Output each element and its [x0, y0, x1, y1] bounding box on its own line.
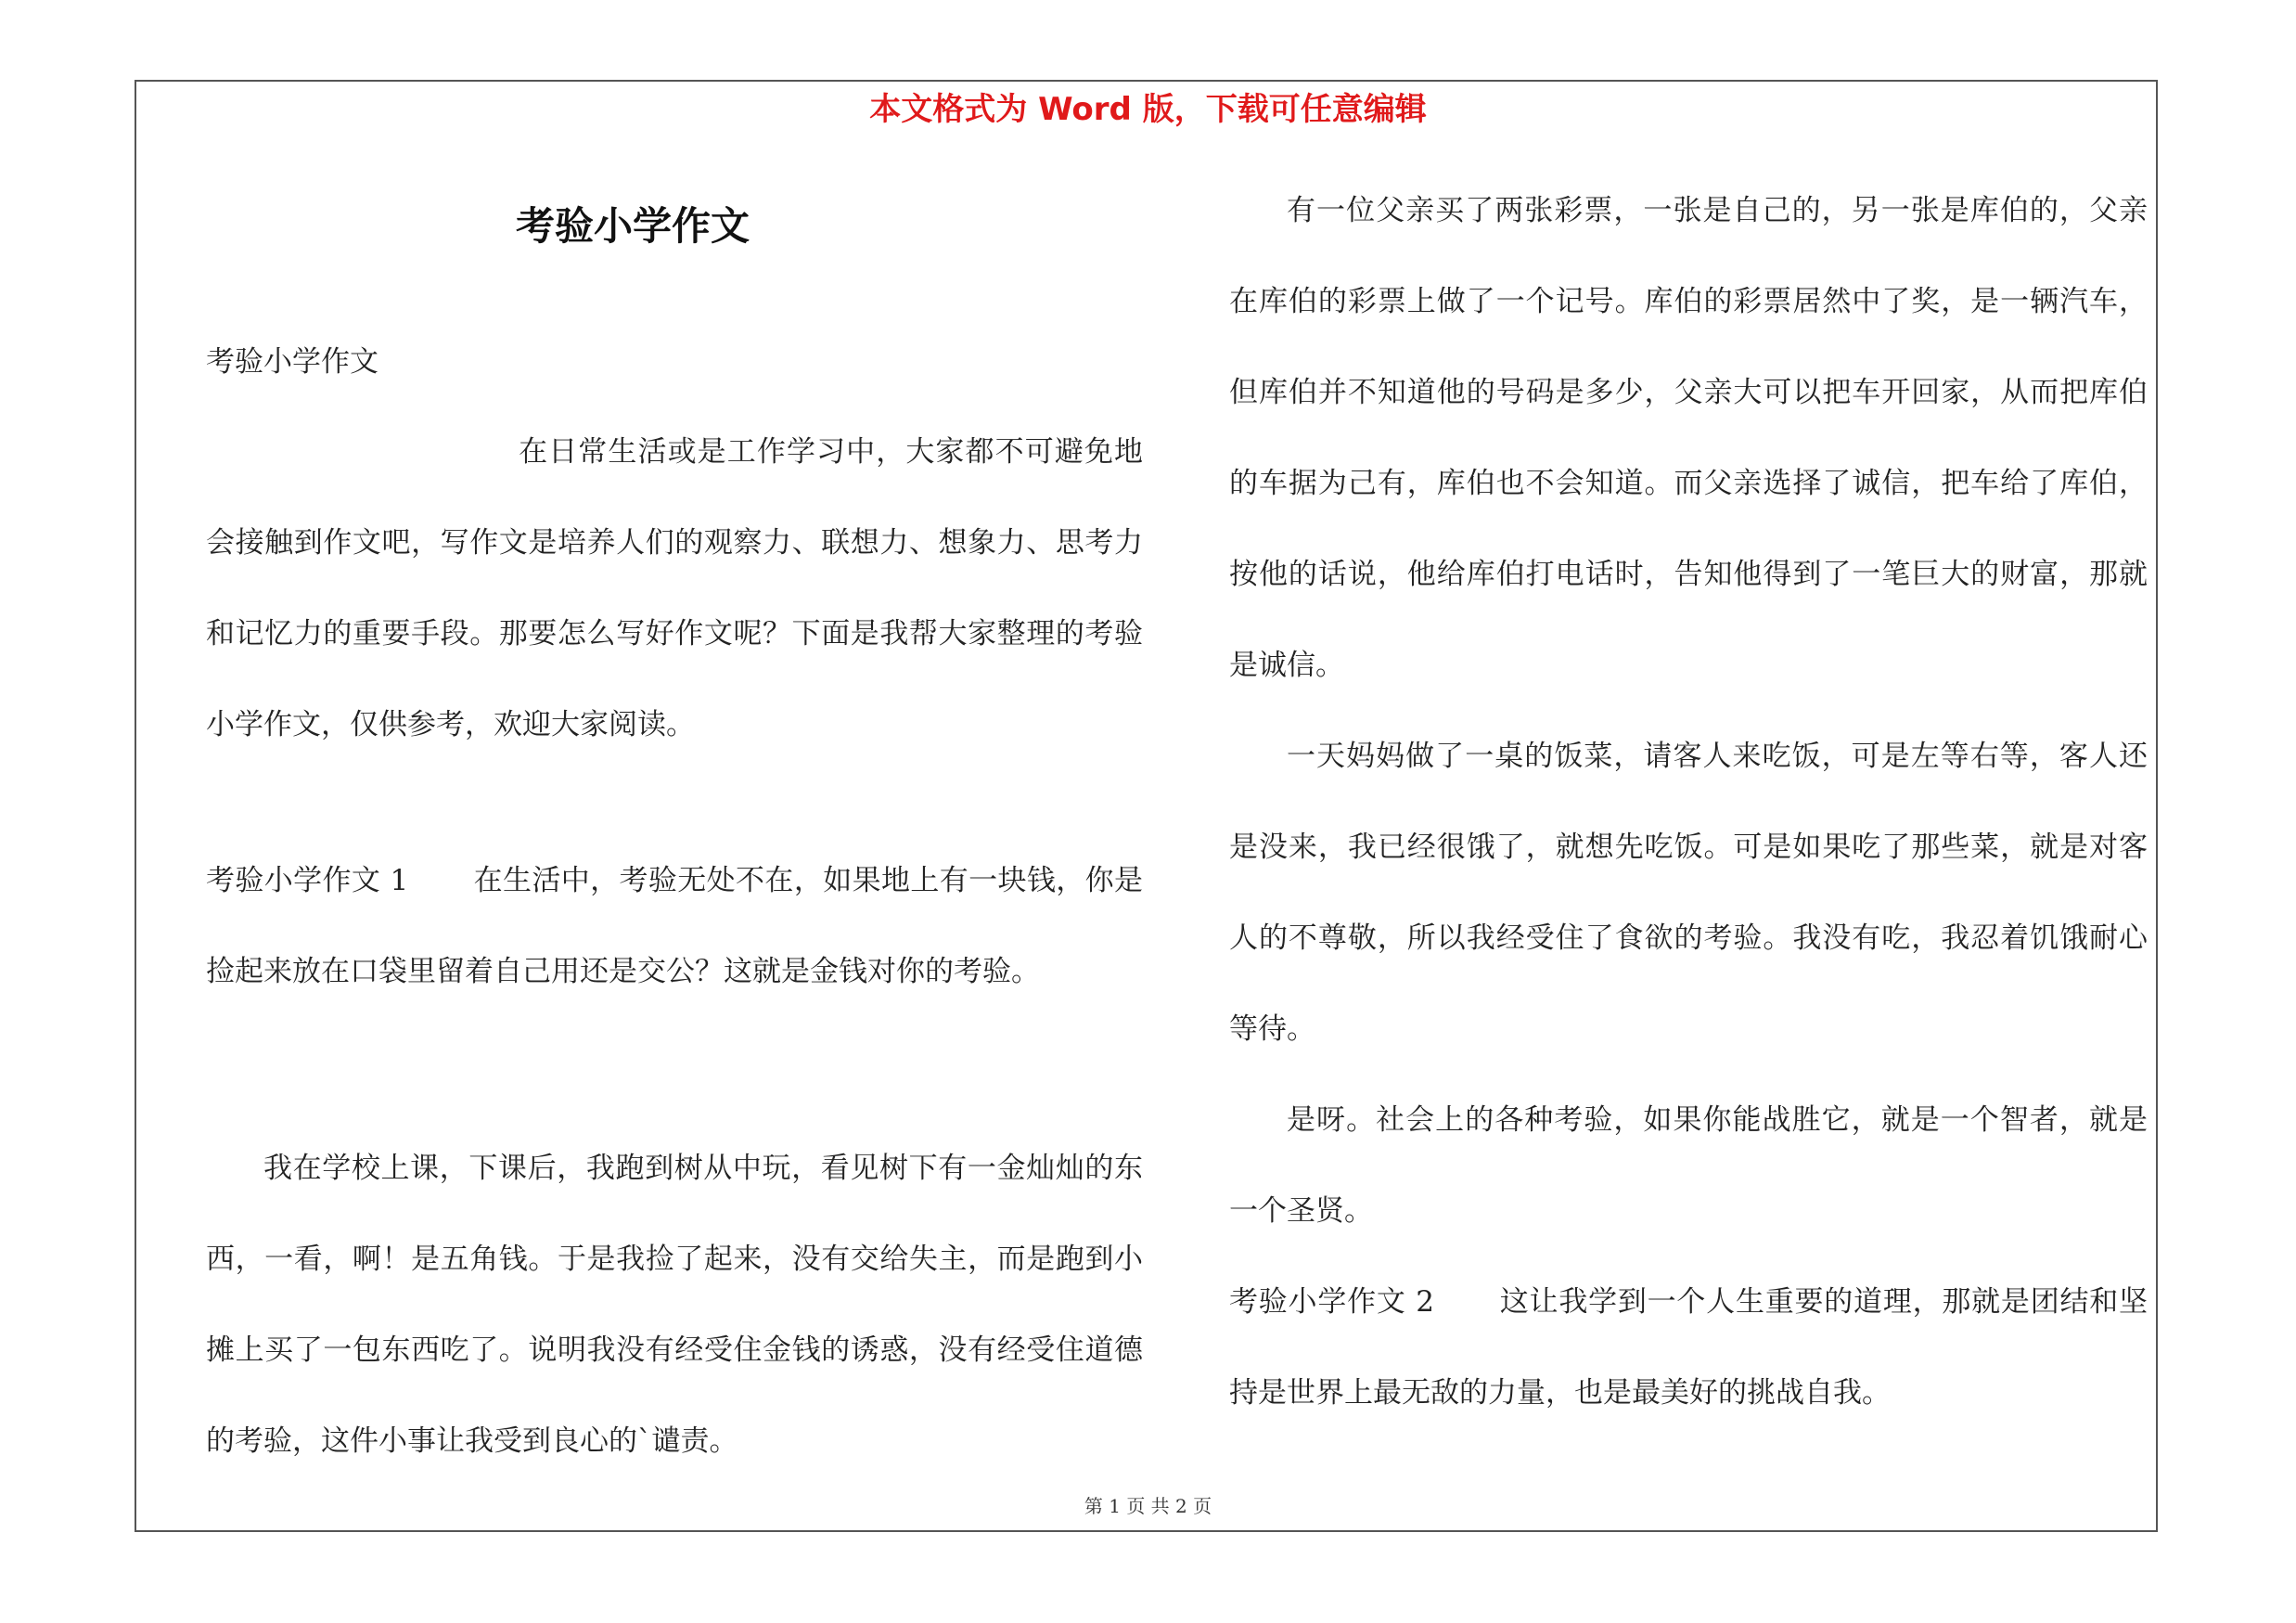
essay1-heading: 考验小学作文 1	[206, 864, 409, 897]
right-paragraph-1: 有一位父亲买了两张彩票，一张是自己的，另一张是库伯的，父亲在库伯的彩票上做了一个记号。库伯的彩票居然中了奖，是一辆汽车，但库伯并不知道他的号码是多少，父亲大可以把车开回家，从而把库伯的车据为己有，库伯也不会知道。而父亲选择了诚信，把车给了库伯，按他的话说，他给库伯打电话时，告知他得到了一笔巨大的财富，那就是诚信。	[1229, 194, 2148, 682]
essay1-body: 在生活中，考验无处不在，如果地上有一块钱，你是捡起来放在口袋里留着自己用还是交公？这就是金钱对你的考验。	[206, 864, 1144, 988]
intro-paragraph	[206, 406, 1143, 770]
essay2-heading: 考验小学作文 2	[1229, 1285, 1434, 1319]
word-format-banner: 本文格式为 Word 版，下载可任意编辑	[869, 91, 1427, 128]
intro-rest: 地会接触到作文吧，写作文是培养人们的观察力、联想力、想象力、思考力和记忆力的重要手段。那要怎么写好作文呢？下面是我帮大家整理的考验小学作文，仅供参考，欢迎大家阅读。	[206, 435, 1143, 741]
right-paragraph-2: 一天妈妈做了一桌的饭菜，请客人来吃饭，可是左等右等，客人还是没来，我已经很饿了，就想先吃饭。可是如果吃了那些菜，就是对客人的不尊敬，所以我经受住了食欲的考验。我没有吃，我忍着饥饿耐心等待。	[1229, 740, 2148, 1046]
document-title: 考验小学作文	[515, 203, 750, 249]
page-footer: 第 1 页 共 2 页	[1084, 1495, 1212, 1517]
intro-lead: 在日常生活或是工作学习中，大家都不可避免	[518, 435, 1114, 469]
essay1-paragraph-2: 我在学校上课，下课后，我跑到树从中玩，看见树下有一金灿灿的东西，一看，啊！是五角钱。于是我捡了起来，没有交给失主，而是跑到小摊上买了一包东西吃了。说明我没有经受住金钱的诱惑，没有经受住道德的考验，这件小事让我受到良心的`谴责。	[206, 1152, 1143, 1458]
essay2-paragraph	[1229, 1256, 2148, 1438]
right-paragraph-3: 是呀。社会上的各种考验，如果你能战胜它，就是一个智者，就是一个圣贤。	[1229, 1103, 2148, 1228]
essay2-body: 这让我学到一个人生重要的道理，那就是团结和坚持是世界上最无敌的力量，也是最美好的挑战自我。	[1229, 1285, 2148, 1410]
subtitle: 考验小学作文	[206, 345, 378, 379]
essay1-paragraph	[206, 835, 1143, 1017]
